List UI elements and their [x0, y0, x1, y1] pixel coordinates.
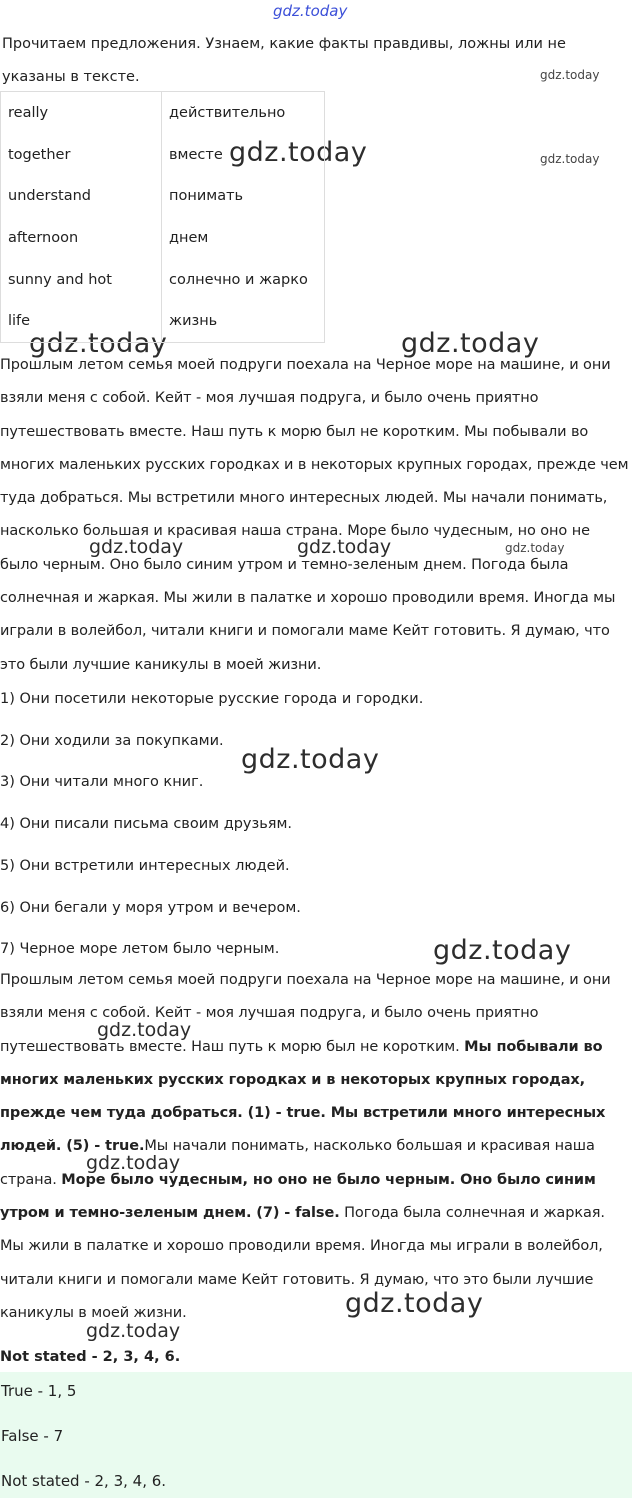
watermark: gdz.today [86, 1152, 181, 1174]
table-row [1, 300, 325, 342]
vocab-en: afternoon [1, 217, 162, 259]
vocab-ru: понимать [169, 188, 244, 205]
analysis-evidence: Море было чудесным, но оно не было черным. Оно было синим утром и темно-зеленым днем. (7) - false. [0, 1171, 596, 1222]
watermark: gdz.today [89, 536, 184, 558]
statement-item: 3) Они читали много книг. [0, 774, 204, 790]
vocab-table [0, 91, 325, 343]
vocab-en: life [1, 300, 162, 342]
analysis-evidence: Мы побывали во многих маленьких русских городках и в некоторых крупных городах, прежде чем туда добраться. (1) - true. Мы встретили много интересных людей. (5) - true. [0, 1038, 606, 1155]
vocab-en: really [1, 92, 162, 134]
vocab-ru: днем [169, 229, 209, 246]
watermark: gdz.today [297, 536, 392, 558]
answer-false: False - 7 [1, 1427, 64, 1445]
table-row [1, 92, 325, 134]
watermark: gdz.today [29, 328, 168, 359]
statement-item: 6) Они бегали у моря утром и вечером. [0, 900, 301, 916]
table-row [1, 134, 325, 176]
analysis-text: Погода была солнечная и жаркая. Мы жили в палатке и хорошо проводили время. Иногда мы играли в волейбол, читали книги и помогали маме Кейт готовить. Я думаю, что это были лучшие каникулы в моей жизни. [0, 1205, 605, 1321]
statement-item: 1) Они посетили некоторые русские города и городки. [0, 691, 424, 707]
statement-item: 4) Они писали письма своим друзьям. [0, 816, 293, 832]
not-stated-line: Not stated - 2, 3, 4, 6. [0, 1349, 181, 1365]
watermark: gdz.today [540, 68, 600, 82]
watermark-top: gdz.today [273, 2, 348, 20]
statement-item: 2) Они ходили за покупками. [0, 733, 224, 749]
watermark: gdz.today [229, 137, 368, 168]
statement-item: 5) Они встретили интересных людей. [0, 858, 290, 874]
watermark: gdz.today [505, 541, 565, 555]
analysis-text: Мы начали понимать, насколько большая и красивая наша страна. [0, 1138, 595, 1188]
vocab-ru: жизнь [169, 313, 218, 330]
answer-box [0, 1372, 632, 1498]
table-row [1, 175, 325, 217]
vocab-en: understand [1, 175, 162, 217]
watermark: gdz.today [241, 744, 380, 775]
intro-text: Прочитаем предложения. Узнаем, какие факты правдивы, ложны или не указаны в тексте. [2, 36, 566, 85]
watermark: gdz.today [433, 935, 572, 966]
watermark: gdz.today [345, 1288, 484, 1319]
analysis-paragraph [0, 964, 632, 1330]
answer-true: True - 1, 5 [1, 1382, 77, 1400]
table-row [1, 217, 325, 259]
watermark: gdz.today [540, 152, 600, 166]
analysis-text: Прошлым летом семья моей подруги поехала на Черное море на машине, и они взяли меня с собой. Кейт - моя лучшая подруга, и было очень приятно путешествовать вместе. Наш путь к морю был не коротким. [0, 972, 611, 1055]
table-row [1, 259, 325, 301]
answer-not-stated: Not stated - 2, 3, 4, 6. [1, 1472, 167, 1490]
watermark: gdz.today [97, 1019, 192, 1041]
vocab-en: sunny and hot [1, 259, 162, 301]
watermark: gdz.today [401, 328, 540, 359]
vocab-ru: солнечно и жарко [169, 271, 308, 288]
statement-item: 7) Черное море летом было черным. [0, 941, 280, 957]
vocab-ru: действительно [169, 104, 286, 121]
vocab-en: together [1, 134, 162, 176]
vocab-ru: вместе [169, 146, 223, 163]
watermark: gdz.today [86, 1320, 181, 1342]
translation-paragraph: Прошлым летом семья моей подруги поехала на Черное море на машине, и они взяли меня с собой. Кейт - моя лучшая подруга, и было очень приятно путешествовать вместе. Наш путь к морю был не коротким. Мы побывали во многих маленьких русских городках и в некоторых крупных городах, прежде чем туда добраться. Мы встретили много интересных людей. Мы начали понимать, насколько большая и красивая наша страна. Море было чудесным, но оно не было черным. Оно было синим утром и темно-зеленым днем. Погода была солнечная и жаркая. Мы жили в палатке и хорошо проводили время. Иногда мы играли в волейбол, читали книги и помогали маме Кейт готовить. Я думаю, что это были лучшие каникулы в моей жизни. [0, 357, 629, 673]
